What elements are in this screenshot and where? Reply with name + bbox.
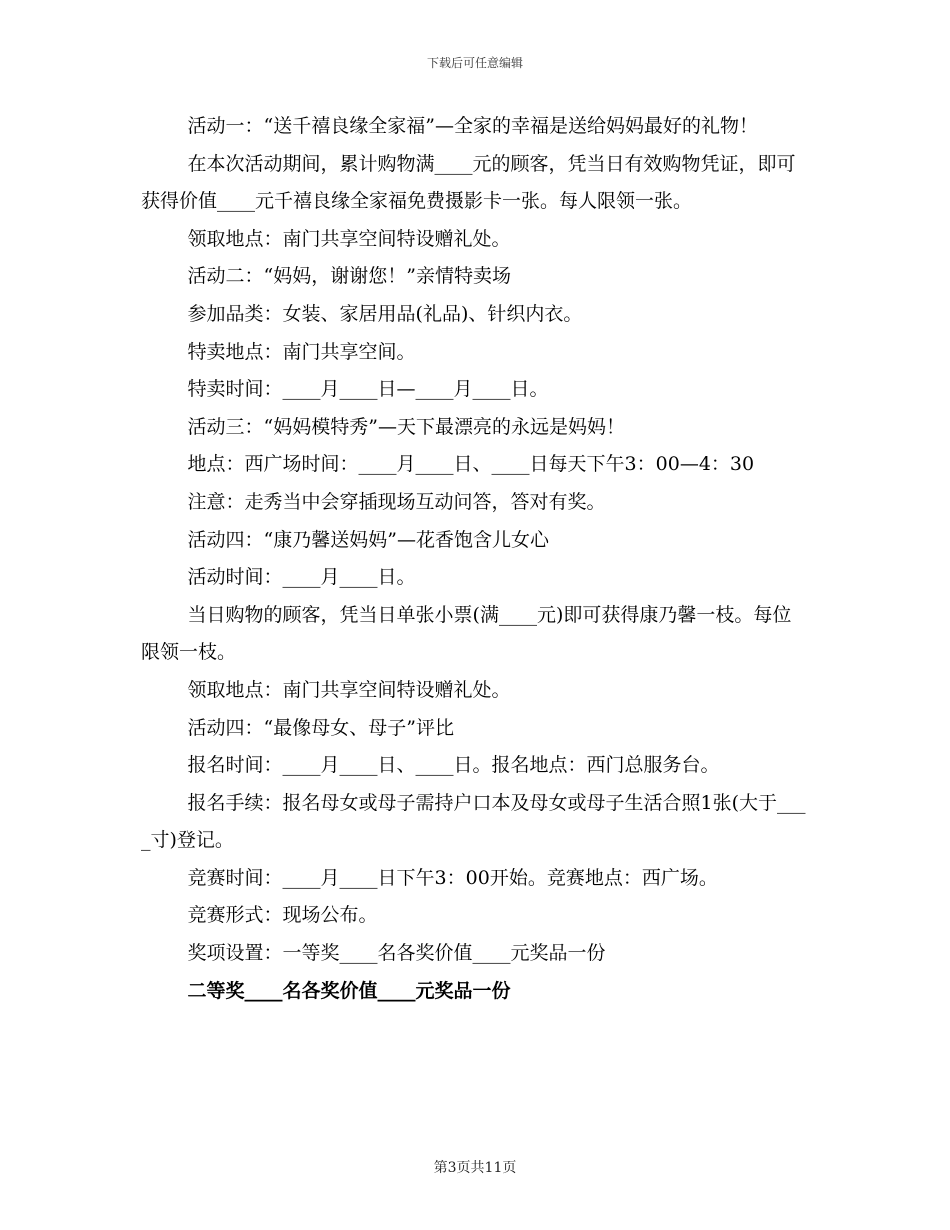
- activity-2-time: 特卖时间：____月____日—____月____日。: [187, 378, 549, 401]
- activity-4-time: 活动时间：____月____日。: [187, 566, 416, 589]
- award-first-prize: 奖项设置：一等奖____名各奖价值____元奖品一份: [187, 942, 606, 965]
- page-header: 下载后可任意编辑: [426, 56, 523, 70]
- document-body: [141, 108, 807, 1010]
- activity-4-title: 活动四：“康乃馨送妈妈”—花香饱含儿女心: [187, 528, 549, 551]
- activity-4-location: 领取地点：南门共享空间特设赠礼处。: [187, 678, 511, 701]
- activity-4-description: 当日购物的顾客，凭当日单张小票(满____元)即可获得康乃馨一枝。每位限领一枝。: [141, 603, 792, 664]
- contest-format: 竞赛形式：现场公布。: [187, 904, 378, 927]
- contest-time: 竞赛时间：____月____日下午3：00开始。竞赛地点：西广场。: [187, 866, 718, 889]
- award-second-prize: 二等奖____名各奖价值____元奖品一份: [187, 979, 511, 1002]
- activity-2-location: 特卖地点：南门共享空间。: [187, 340, 416, 363]
- registration-procedure: 报名手续：报名母女或母子需持户口本及母女或母子生活合照1张(大于____寸)登记。: [141, 791, 806, 852]
- registration-time: 报名时间：____月____日、____日。报名地点：西门总服务台。: [187, 754, 720, 777]
- activity-2-title: 活动二：“妈妈，谢谢您！”亲情特卖场: [187, 265, 511, 288]
- activity-5-title: 活动四：“最像母女、母子”评比: [187, 716, 454, 739]
- activity-3-title: 活动三：“妈妈模特秀”—天下最漂亮的永远是妈妈！: [187, 415, 625, 438]
- page-number: 第3页共11页: [433, 1160, 517, 1176]
- activity-3-note: 注意：走秀当中会穿插现场互动问答，答对有奖。: [187, 490, 606, 513]
- activity-1-location: 领取地点：南门共享空间特设赠礼处。: [187, 227, 511, 250]
- activity-3-location-time: 地点：西广场时间：____月____日、____日每天下午3：00—4：30: [187, 453, 755, 476]
- activity-1-description: 在本次活动期间，累计购物满____元的顾客，凭当日有效购物凭证，即可获得价值____元千禧良缘全家福免费摄影卡一张。每人限领一张。: [141, 152, 796, 213]
- activity-2-categories: 参加品类：女装、家居用品(礼品)、针织内衣。: [187, 302, 583, 325]
- activity-1-title: 活动一：“送千禧良缘全家福”—全家的幸福是送给妈妈最好的礼物！: [187, 115, 758, 137]
